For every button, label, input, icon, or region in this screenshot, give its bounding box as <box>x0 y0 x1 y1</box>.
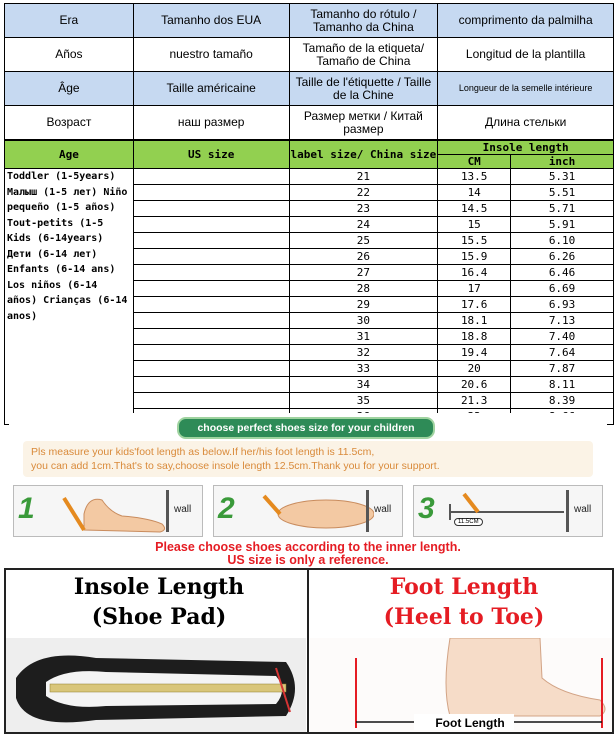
measuring-guide <box>9 413 607 566</box>
guide-note <box>23 441 593 477</box>
header-us-size: nuestro tamaño <box>133 38 289 72</box>
header-label-size: Taille de l'étiquette / Taille de la Chine <box>289 72 438 106</box>
size-warning <box>9 541 607 567</box>
label-size-cell: 28 <box>289 281 438 297</box>
insole-cm-cell: 17.6 <box>438 297 511 313</box>
header-era: Años <box>5 38 134 72</box>
insole-cm-cell: 15 <box>438 217 511 233</box>
label-size-column-header: label size/ China size <box>289 141 438 169</box>
label-size-cell: 26 <box>289 249 438 265</box>
insole-inch-cell: 5.91 <box>511 217 614 233</box>
foot-standing-icon <box>44 490 174 534</box>
label-size-cell: 34 <box>289 377 438 393</box>
insole-cm-cell: 14.5 <box>438 201 511 217</box>
label-size-cell: 24 <box>289 217 438 233</box>
shoe-insole-photo <box>6 638 306 732</box>
label-size-cell: 29 <box>289 297 438 313</box>
foot-title-line: Foot Length <box>389 574 539 600</box>
insole-cm-cell: 16.4 <box>438 265 511 281</box>
insole-cm-cell: 18.1 <box>438 313 511 329</box>
insole-inch-cell: 5.51 <box>511 185 614 201</box>
header-row-russian <box>5 106 614 140</box>
guide-note-line: you can add 1cm.That's to say,choose insole length 12.5cm.Thank you for your support. <box>31 460 440 472</box>
header-row-spanish <box>5 38 614 72</box>
foot-on-paper-icon <box>244 490 374 534</box>
step-number: 1 <box>18 492 35 525</box>
wall-icon <box>166 490 169 532</box>
header-row-portuguese <box>5 4 614 38</box>
wall-icon <box>566 490 569 532</box>
insole-inch-cell: 8.11 <box>511 377 614 393</box>
insole-inch-cell: 7.87 <box>511 361 614 377</box>
size-row <box>5 169 614 185</box>
guide-banner: choose perfect shoes size for your children <box>177 417 435 439</box>
header-us-size: наш размер <box>133 106 289 140</box>
header-us-size: Tamanho dos EUA <box>133 4 289 38</box>
insole-cm-cell: 19.4 <box>438 345 511 361</box>
us-size-cell <box>133 297 289 313</box>
us-size-cell <box>133 249 289 265</box>
wall-icon <box>366 490 369 532</box>
insole-cm-cell: 17 <box>438 281 511 297</box>
insole-inch-cell: 5.31 <box>511 169 614 185</box>
insole-inch-cell: 6.26 <box>511 249 614 265</box>
size-chart-table <box>4 140 614 425</box>
label-size-cell: 30 <box>289 313 438 329</box>
insole-cm-cell: 15.9 <box>438 249 511 265</box>
insole-length-column-header: Insole length <box>438 141 614 155</box>
insole-inch-cell: 6.69 <box>511 281 614 297</box>
insole-title-line: (Shoe Pad) <box>91 604 227 630</box>
inch-column-header: inch <box>511 155 614 169</box>
insole-inch-cell: 6.46 <box>511 265 614 281</box>
foot-title <box>324 572 604 632</box>
header-era: Era <box>5 4 134 38</box>
comparison-divider <box>307 568 309 734</box>
label-size-cell: 23 <box>289 201 438 217</box>
insole-inch-cell: 7.40 <box>511 329 614 345</box>
label-size-cell: 27 <box>289 265 438 281</box>
insole-cm-cell: 14 <box>438 185 511 201</box>
insole-inch-cell: 7.64 <box>511 345 614 361</box>
label-size-cell: 22 <box>289 185 438 201</box>
header-label-size: Размер метки / Китай размер <box>289 106 438 140</box>
insole-cm-cell: 21.3 <box>438 393 511 409</box>
label-size-cell: 21 <box>289 169 438 185</box>
insole-title-line: Insole Length <box>73 574 245 600</box>
us-size-cell <box>133 313 289 329</box>
us-size-cell <box>133 169 289 185</box>
us-size-cell <box>133 329 289 345</box>
label-size-cell: 32 <box>289 345 438 361</box>
step-3-panel <box>413 485 603 537</box>
wall-label: wall <box>174 504 192 515</box>
header-insole-length: Longitud de la plantilla <box>438 38 614 72</box>
us-size-cell <box>133 265 289 281</box>
insole-inch-cell: 6.93 <box>511 297 614 313</box>
warning-line: US size is only a reference. <box>227 553 389 567</box>
age-column-header: Age <box>5 141 134 169</box>
guide-note-line: Pls measure your kids'foot length as below.If her/his foot length is 11.5cm, <box>31 446 375 458</box>
header-insole-length: Longueur de la semelle intérieure <box>438 72 614 106</box>
insole-inch-cell: 6.10 <box>511 233 614 249</box>
header-era: Âge <box>5 72 134 106</box>
foot-length-label: Foot Length <box>435 716 505 730</box>
us-size-cell <box>133 345 289 361</box>
step-number: 3 <box>418 492 435 525</box>
insole-cm-cell: 20.6 <box>438 377 511 393</box>
header-label-size: Tamaño de la etiqueta/ Tamaño de China <box>289 38 438 72</box>
length-comparison-panel <box>4 568 614 734</box>
ruler-measurement-badge: 11.5CM <box>454 518 483 526</box>
age-range-cell <box>5 169 134 425</box>
step-number: 2 <box>218 492 235 525</box>
label-size-cell: 33 <box>289 361 438 377</box>
us-size-cell <box>133 361 289 377</box>
step-1-panel <box>13 485 203 537</box>
step-2-panel <box>213 485 403 537</box>
label-size-cell: 25 <box>289 233 438 249</box>
header-insole-length: Длина стельки <box>438 106 614 140</box>
header-row-french <box>5 72 614 106</box>
insole-cm-cell: 13.5 <box>438 169 511 185</box>
size-header-row <box>5 141 614 155</box>
insole-inch-cell: 7.13 <box>511 313 614 329</box>
label-size-cell: 31 <box>289 329 438 345</box>
us-size-cell <box>133 393 289 409</box>
header-era: Возраст <box>5 106 134 140</box>
us-size-column-header: US size <box>133 141 289 169</box>
us-size-cell <box>133 233 289 249</box>
label-size-cell: 35 <box>289 393 438 409</box>
warning-line: Please choose shoes according to the inner length. <box>155 540 461 554</box>
header-insole-length: comprimento da palmilha <box>438 4 614 38</box>
us-size-cell <box>133 185 289 201</box>
header-us-size: Taille américaine <box>133 72 289 106</box>
age-range-text: Toddler (1-5years) Малыш (1-5 лет) Niño pequeño (1-5 años) Tout-petits (1-5 Kids (6-14years) Дети (6-14 лет) Enfants (6-14 ans) Los niños (6-14 años) Crianças (6-14 anos) <box>7 171 128 322</box>
us-size-cell <box>133 217 289 233</box>
insole-inch-cell: 5.71 <box>511 201 614 217</box>
header-label-size: Tamanho do rótulo / Tamanho da China <box>289 4 438 38</box>
wall-label: wall <box>374 504 392 515</box>
insole-cm-cell: 18.8 <box>438 329 511 345</box>
us-size-cell <box>133 281 289 297</box>
insole-cm-cell: 20 <box>438 361 511 377</box>
foot-title-line: (Heel to Toe) <box>383 604 545 630</box>
cm-column-header: CM <box>438 155 511 169</box>
insole-title <box>24 572 294 632</box>
us-size-cell <box>133 201 289 217</box>
multilingual-header-table <box>4 3 614 140</box>
ruler-measure-icon <box>444 490 566 534</box>
wall-label: wall <box>574 504 592 515</box>
insole-cm-cell: 15.5 <box>438 233 511 249</box>
insole-inch-cell: 8.39 <box>511 393 614 409</box>
us-size-cell <box>133 377 289 393</box>
